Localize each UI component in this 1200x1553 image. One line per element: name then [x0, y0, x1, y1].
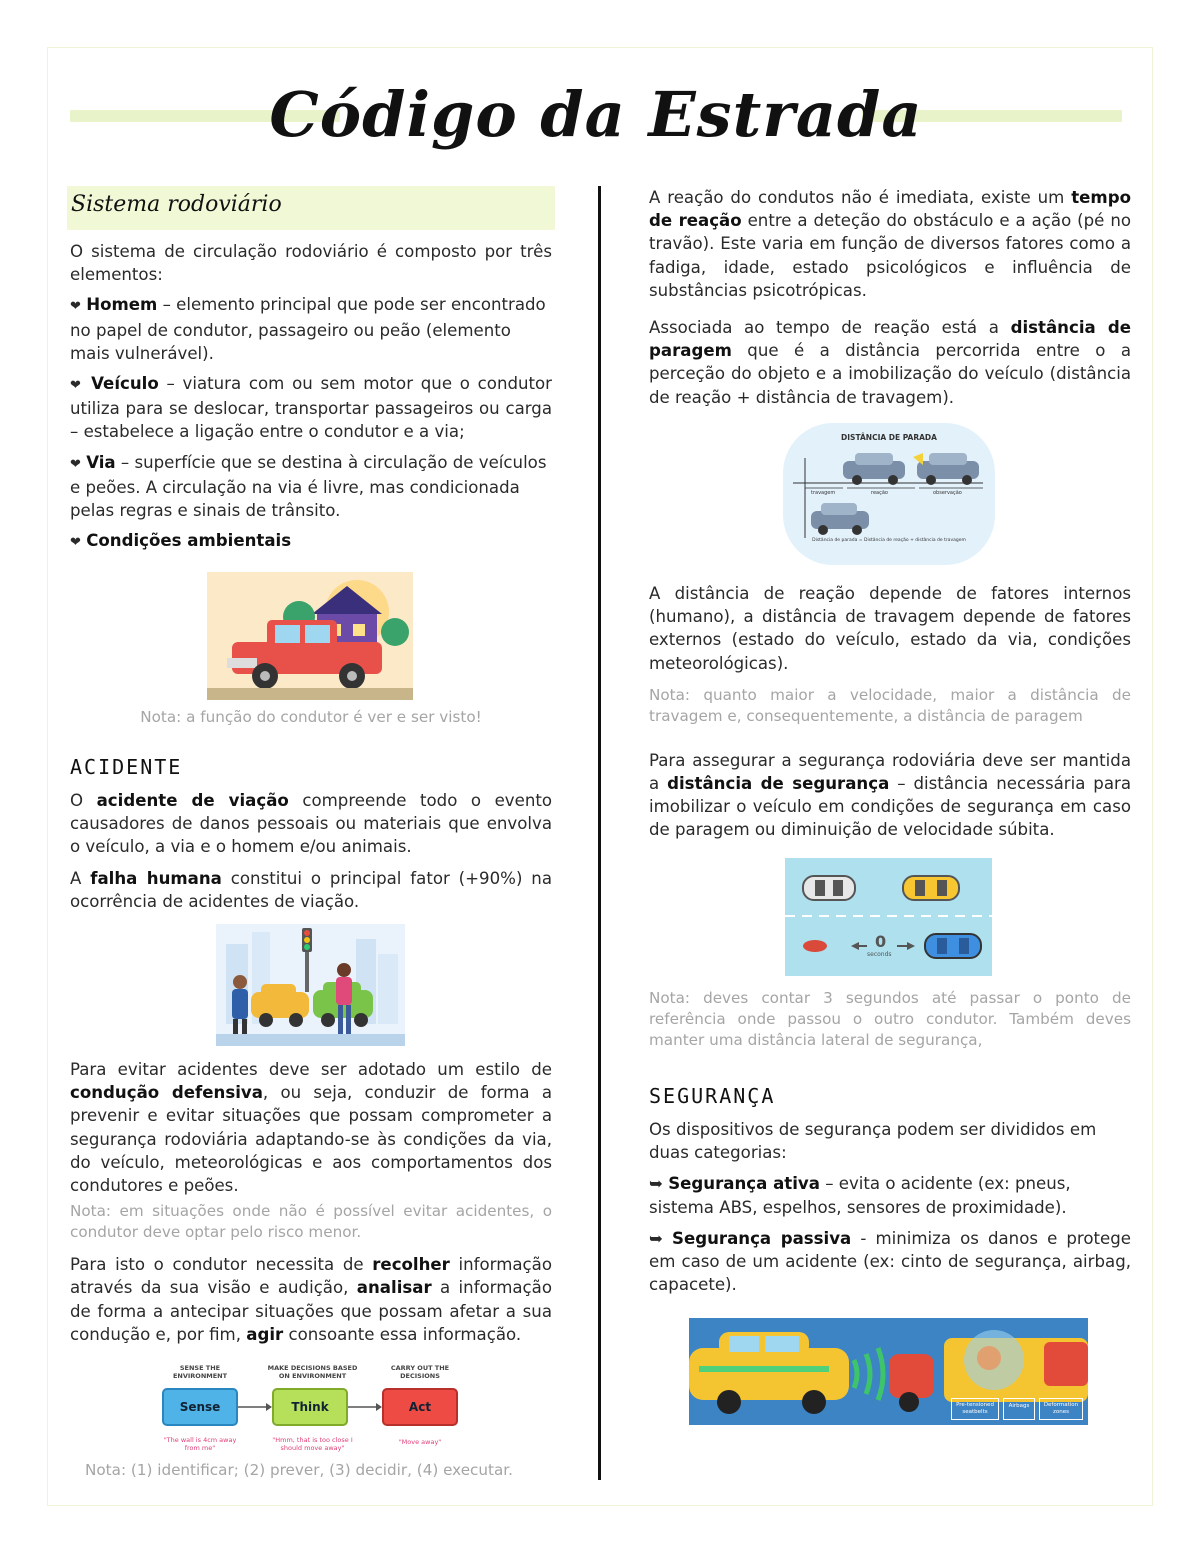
right-paragraph-3: A distância de reação depende de fatores internos (humano), a distância de travagem depende de fatores externos (estado do veículo, estado da via, condições meteorológicas).: [649, 584, 1131, 673]
stopping-image-title: DISTÂNCIA DE PARADA: [841, 433, 937, 442]
sistema-section: [70, 240, 552, 554]
seconds-label: seconds: [867, 951, 892, 958]
term-agir: agir: [246, 1324, 284, 1344]
text-veiculo: – viatura com ou sem motor que o condutor utiliza para se deslocar, transportar passageiros ou carga – estabelece a ligação entre o condutor e a via;: [70, 374, 552, 442]
sistema-intro: O sistema de circulação rodoviário é composto por três elementos:: [70, 242, 552, 285]
list-item-ativa: ➥ Segurança ativa – evita o acidente (ex: pneus, sistema ABS, espelhos, sensores de proximidade).: [649, 1174, 1071, 1217]
section-heading-acidente: ACIDENTE: [70, 755, 183, 779]
term-acidente: acidente de viação: [96, 791, 289, 810]
arrow-bullet-icon: ➥: [649, 1174, 663, 1194]
list-item-veiculo: [70, 372, 552, 444]
accident-illustration: [216, 924, 405, 1046]
term-condicoes: Condições ambientais: [86, 531, 292, 551]
acidente-paragraph-3: Para evitar acidentes deve ser adotado um estilo de condução defensiva, ou seja, conduzir de forma a prevenir e evitar situações que possam comprometer a segurança rodoviária adaptando-se às condições da via, do veículo, meteorológicas e aos comportamentos dos condutores e peões.: [70, 1060, 552, 1196]
list-item-condicoes: [70, 529, 552, 554]
diagram-quote-act: "Move away": [398, 1438, 442, 1446]
diagram-step-top-think: MAKE DECISIONS BASED ON ENVIRONMENT: [267, 1364, 358, 1380]
stopping-label-travagem: travagem: [811, 490, 836, 496]
heart-icon: ❤: [70, 378, 84, 394]
stopping-label-reacao: reação: [871, 490, 888, 496]
list-item-homem: [70, 293, 552, 365]
stopping-image-caption: Distância de parada = Distância de reação + distância de travagem: [812, 538, 966, 543]
note-ver-ser-visto: Nota: a função do condutor é ver e ser visto!: [140, 708, 482, 726]
page-header: [70, 72, 1122, 162]
diagram-box-sense: Sense: [162, 1388, 238, 1426]
seguranca-intro: Os dispositivos de segurança podem ser divididos em duas categorias:: [649, 1120, 1097, 1163]
right-paragraph-1: A reação do condutos não é imediata, existe um tempo de reação entre a deteção do obstáculo e a ação (pé no travão). Este varia em função de diversos fatores como a fadiga, idade, estado psicológicos e influência de substâncias psicotrópicas.: [649, 188, 1132, 300]
sense-think-act-diagram: [160, 1364, 460, 1454]
term-veiculo: Veículo: [91, 374, 159, 394]
heart-icon: ❤: [70, 535, 81, 551]
tempo-reacao-section: [649, 186, 1131, 409]
diagram-step-top-sense: SENSE THE ENVIRONMENT: [172, 1364, 228, 1380]
right-paragraph-2: Associada ao tempo de reação está a distância de paragem que é a distância percorrida entre o a perceção do objeto e a imobilização do veículo (distância de reação + distância de travagem).: [649, 318, 1131, 407]
term-distancia-paragem: distância de paragem: [649, 318, 1131, 361]
diagram-quote-sense: "The wall is 4cm away from me": [163, 1436, 237, 1452]
driver-illustration: [207, 572, 413, 700]
diagram-quote-think: "Hmm, that is too close I should move away": [272, 1436, 353, 1452]
text-homem: – elemento principal que pode ser encontrado no papel de condutor, passageiro ou peão (elemento mais vulnerável).: [70, 295, 546, 363]
term-analisar: analisar: [356, 1278, 432, 1298]
page-title: Código da Estrada: [269, 78, 923, 151]
diagram-box-think: Think: [272, 1388, 348, 1426]
term-tempo-reacao: tempo de reação: [649, 188, 1131, 231]
arrow-right-icon: [348, 1400, 382, 1414]
seguranca-section: [649, 1084, 1131, 1296]
term-seguranca-passiva: Segurança passiva: [672, 1228, 852, 1248]
diagram-box-act: Act: [382, 1388, 458, 1426]
column-divider: [598, 186, 601, 1480]
note-tres-segundos: Nota: deves contar 3 segundos até passar o ponto de referência onde passou o outro condutor. Também deves manter uma distância lateral de segurança,: [649, 989, 1131, 1049]
arrow-right-icon: [238, 1400, 272, 1414]
term-via: Via: [86, 452, 116, 472]
label-seatbelts: Pre-tensioned seatbelts: [951, 1398, 999, 1420]
list-item-passiva: ➥ Segurança passiva - minimiza os danos e protege em caso de um acidente (ex: cinto de segurança, airbag, capacete).: [649, 1228, 1131, 1295]
note-etapas: Nota: (1) identificar; (2) prever, (3) decidir, (4) executar.: [85, 1461, 513, 1479]
term-homem: Homem: [86, 295, 158, 315]
acidente-section: [70, 755, 552, 913]
term-conducao-defensiva: condução defensiva: [70, 1083, 263, 1103]
car-crash-icon: [216, 924, 405, 1046]
acidente-paragraph-1: O acidente de viação compreende todo o evento causadores de danos pessoais ou materiais que envolva o veículo, a via e o homem e/ou animais.: [70, 791, 552, 857]
fatores-section: [649, 582, 1131, 842]
seconds-number: 0: [875, 932, 887, 951]
stopping-distance-image: [783, 423, 995, 565]
safety-systems-image: [689, 1318, 1088, 1425]
acidente-paragraph-2: A falha humana constitui o principal fator (+90%) na ocorrência de acidentes de viação.: [70, 868, 552, 911]
road-cars-icon: [785, 858, 992, 976]
arrow-bullet-icon: ➥: [649, 1228, 663, 1248]
term-distancia-seguranca: distância de segurança: [667, 774, 890, 794]
term-falha-humana: falha humana: [90, 868, 222, 888]
label-deformation-zones: Deformation zones: [1039, 1398, 1083, 1420]
label-airbags: Airbags: [1003, 1398, 1035, 1420]
text-via: – superfície que se destina à circulação de veículos e peões. A circulação na via é livre, mas condicionada pelas regras e sinais de trânsito.: [70, 452, 547, 521]
note-risco-menor: Nota: em situações onde não é possível evitar acidentes, o condutor deve optar pelo risco menor.: [70, 1202, 552, 1242]
note-velocidade: Nota: quanto maior a velocidade, maior a distância de travagem e, consequentemente, a distância de paragem: [649, 685, 1131, 725]
section-heading-text: Sistema rodoviário: [71, 192, 282, 217]
heart-icon: ❤: [70, 456, 81, 472]
heart-icon: ❤: [70, 299, 81, 315]
safety-distance-image: [785, 858, 992, 976]
section-heading-seguranca: SEGURANÇA: [649, 1084, 776, 1108]
acidente-paragraph-4: Para isto o condutor necessita de recolher informação através da sua visão e audição, analisar a informação de forma a antecipar situações que possam afetar a sua condução e, por fim, agir consoante essa informação.: [70, 1255, 552, 1344]
term-seguranca-ativa: Segurança ativa: [668, 1174, 820, 1194]
car-house-icon: [207, 572, 413, 700]
conducao-defensiva-section: [70, 1058, 552, 1346]
list-item-via: [70, 451, 552, 523]
stopping-label-observacao: observação: [933, 490, 962, 496]
term-recolher: recolher: [372, 1255, 450, 1275]
right-paragraph-4: Para assegurar a segurança rodoviária deve ser mantida a distância de segurança – distância necessária para imobilizar o veículo em condições de segurança em caso de paragem ou diminuição de velocidade súbita.: [649, 750, 1131, 840]
diagram-step-top-act: CARRY OUT THE DECISIONS: [390, 1364, 450, 1380]
section-heading-sistema: [67, 186, 555, 230]
